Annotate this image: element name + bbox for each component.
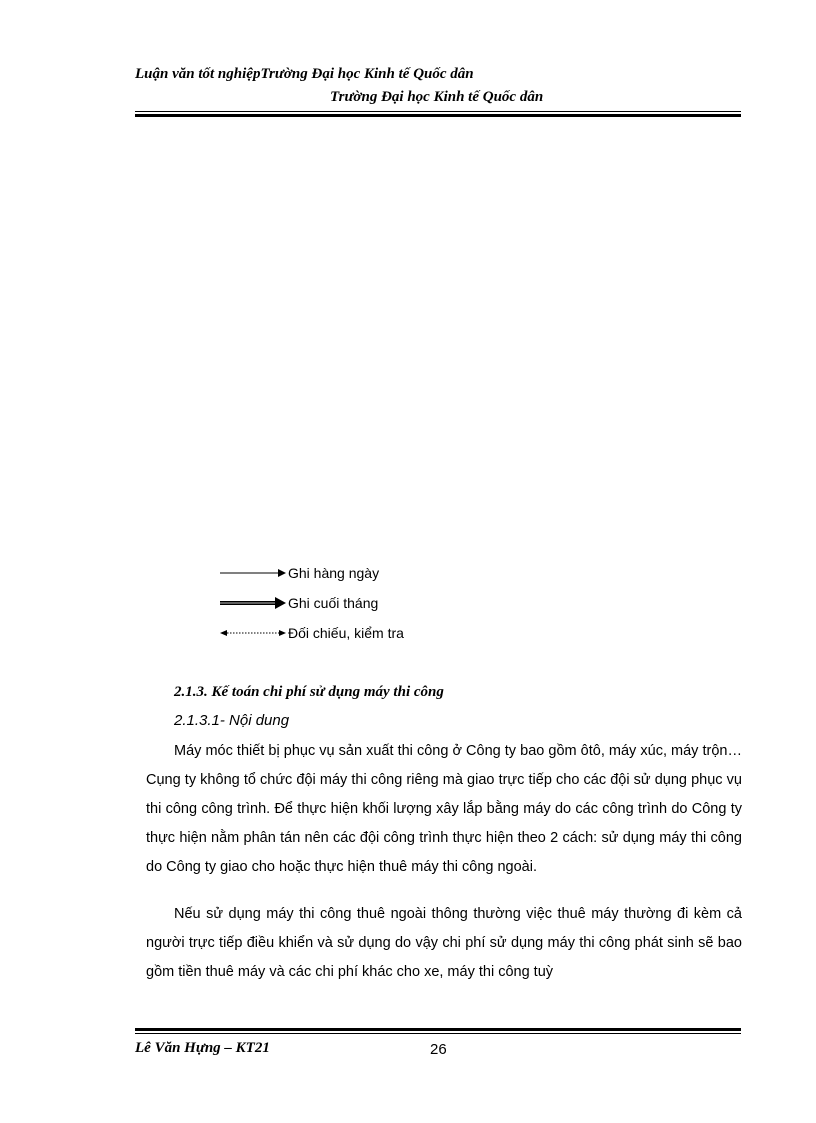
footer-rule-thin [135,1033,741,1034]
page-number: 26 [430,1041,447,1058]
section-heading: 2.1.3. Kế toán chi phí sử dụng máy thi công [174,684,444,700]
header-rule-thin [135,111,741,112]
header-title-line2: Trường Đại học Kinh tế Quốc dân [330,89,544,105]
dotted-bidirectional-arrow-icon [220,627,286,639]
paragraph-1: Máy móc thiết bị phục vụ sản xuất thi công ở Công ty bao gồm ôtô, máy xúc, máy trộn…Cụng ty không tổ chức đội máy thi công riêng mà giao trực tiếp cho các đội sử dụng phục vụ thi công công trình. Để thực hiện khối lượng xây lắp bằng máy do các công trình do Công ty thực hiện nằm phân tán nên các đội công trình thực hiện theo 2 cách: sử dụng máy thi công do Công ty giao cho hoặc thực hiện thuê máy thi công ngoài. [146,743,742,875]
section-subheading: 2.1.3.1- Nội dung [174,712,290,729]
legend-label-monthly: Ghi cuối tháng [288,595,379,611]
footer-rule-thick [135,1028,741,1031]
header-title-line1: Luận văn tốt nghiệpTrường Đại học Kinh tế Quốc dân [135,66,474,82]
footer-author: Lê Văn Hựng – KT21 [135,1040,270,1056]
single-arrow-icon [220,567,286,579]
paragraph-2: Nếu sử dụng máy thi công thuê ngoài thông thường việc thuê máy thường đi kèm cả người trực tiếp điều khiển và sử dụng do vậy chi phí sử dụng máy thi công phát sinh sẽ bao gồm tiền thuê máy và các chi phí khác cho xe, máy thi công tuỳ [146,906,742,980]
double-arrow-icon [220,597,286,609]
legend-label-reconcile: Đối chiếu, kiểm tra [288,625,404,641]
header-rule-thick [135,114,741,117]
legend-label-daily: Ghi hàng ngày [288,565,380,581]
